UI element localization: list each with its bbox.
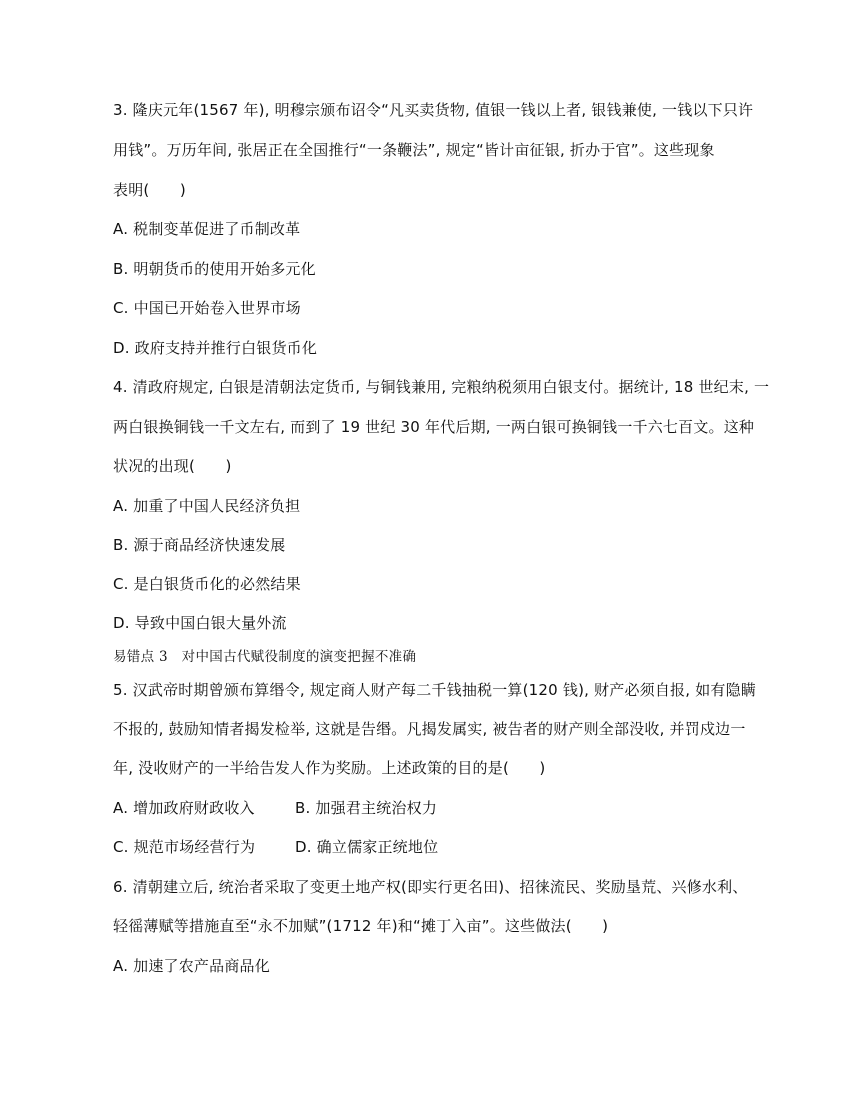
- q5-option-c: C. 规范市场经营行为: [113, 838, 256, 856]
- q5-options-row-1: [113, 798, 753, 818]
- q5-stem-line-1: 5. 汉武帝时期曾颁布算缗令, 规定商人财产每二千钱抽税一算(120 钱), 财产必须自报, 如有隐瞒: [113, 681, 756, 699]
- q4-option-b: B. 源于商品经济快速发展: [113, 536, 286, 554]
- q4-stem-line-1: 4. 清政府规定, 白银是清朝法定货币, 与铜钱兼用, 完粮纳税须用白银支付。据统计, 18 世纪末, 一: [113, 378, 770, 396]
- q5-options-row-2: [113, 837, 753, 857]
- q3-stem-line-1: 3. 隆庆元年(1567 年), 明穆宗颁布诏令“凡买卖货物, 值银一钱以上者, 银钱兼使, 一钱以下只许: [113, 101, 754, 119]
- q5-option-a: A. 增加政府财政收入: [113, 799, 255, 817]
- q3-stem-line-3: 表明( ): [113, 181, 186, 199]
- q5-stem-line-2: 不报的, 鼓励知情者揭发检举, 这就是告缗。凡揭发属实, 被告者的财产则全部没收, 并罚戍边一: [113, 720, 746, 738]
- q3-option-b: B. 明朝货币的使用开始多元化: [113, 260, 316, 278]
- q4-option-d: D. 导致中国白银大量外流: [113, 614, 287, 632]
- q6-stem-line-1: 6. 清朝建立后, 统治者采取了变更土地产权(即实行更名田)、招徕流民、奖励垦荒、兴修水利、: [113, 878, 748, 896]
- q3-option-d: D. 政府支持并推行白银货币化: [113, 339, 318, 357]
- q4-stem-line-3: 状况的出现( ): [113, 457, 232, 475]
- q5-stem-line-3: 年, 没收财产的一半给告发人作为奖励。上述政策的目的是( ): [113, 759, 546, 777]
- q5-option-d: D. 确立儒家正统地位: [295, 838, 439, 856]
- q3-option-c: C. 中国已开始卷入世界市场: [113, 299, 301, 317]
- q4-option-c: C. 是白银货币化的必然结果: [113, 575, 301, 593]
- q4-stem-line-2: 两白银换铜钱一千文左右, 而到了 19 世纪 30 年代后期, 一两白银可换铜钱一千六七百文。这种: [113, 418, 755, 436]
- section-heading: 易错点 3 对中国古代赋役制度的演变把握不准确: [113, 649, 417, 665]
- q5-option-b: B. 加强君主统治权力: [295, 799, 438, 817]
- q6-option-a: A. 加速了农产品商品化: [113, 957, 270, 975]
- q3-stem-line-2: 用钱”。万历年间, 张居正在全国推行“一条鞭法”, 规定“皆计亩征银, 折办于官”。这些现象: [113, 141, 715, 159]
- q3-option-a: A. 税制变革促进了币制改革: [113, 220, 301, 238]
- q6-stem-line-2: 轻徭薄赋等措施直至“永不加赋”(1712 年)和“摊丁入亩”。这些做法( ): [113, 917, 609, 935]
- q4-option-a: A. 加重了中国人民经济负担: [113, 497, 301, 515]
